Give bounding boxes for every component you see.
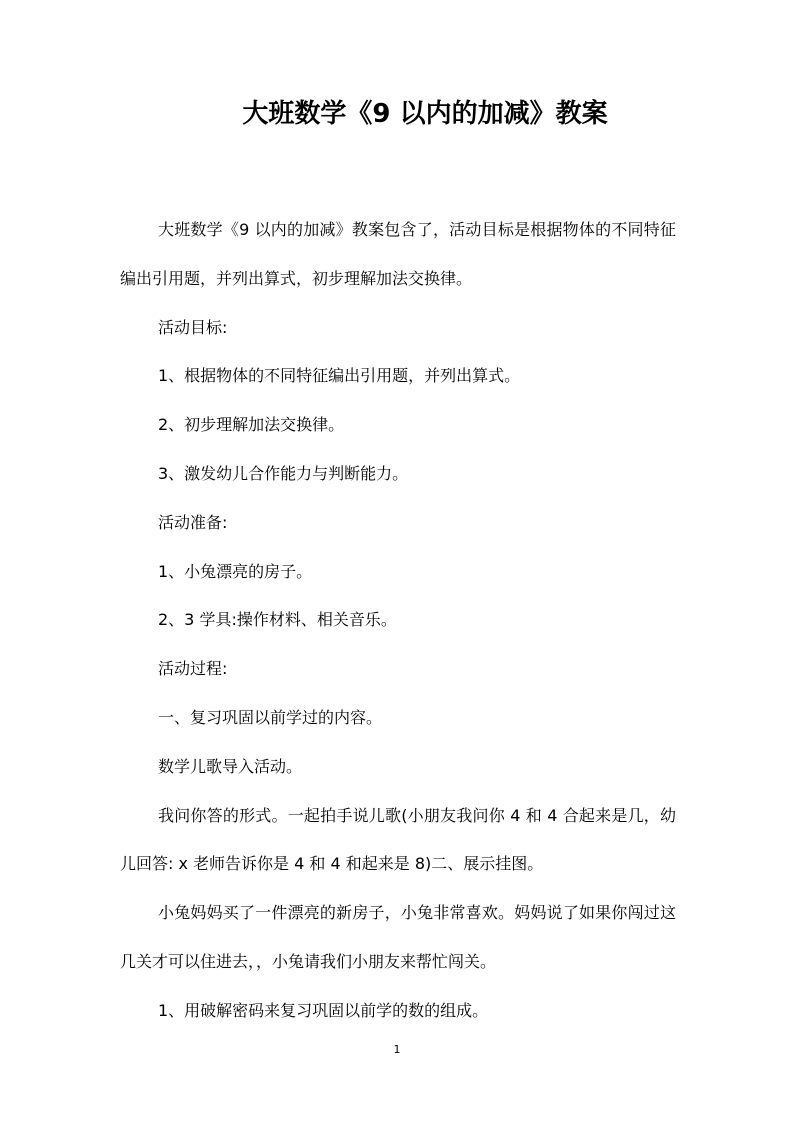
paragraph-rabbit-story: 小兔妈妈买了一件漂亮的新房子，小兔非常喜欢。妈妈说了如果你闯过这几关才可以住进去，，小兔请我们小朋友来帮忙闯关。 bbox=[120, 903, 676, 971]
goal-item-2: 2、初步理解加法交换律。 bbox=[158, 415, 345, 435]
heading-preparation: 活动准备: bbox=[158, 512, 228, 532]
heading-process: 活动过程: bbox=[158, 659, 228, 679]
goal-item-1: 1、根据物体的不同特征编出引用题，并列出算式。 bbox=[158, 366, 521, 386]
goal-item-3: 3、激发幼儿合作能力与判断能力。 bbox=[158, 463, 409, 483]
paragraph-song-intro: 数学儿歌导入活动。 bbox=[158, 756, 303, 776]
paragraph-intro: 大班数学《9 以内的加减》教案包含了，活动目标是根据物体的不同特征编出引用题，并列出算式，初步理解加法交换律。 bbox=[120, 220, 676, 288]
paragraph-qa-form: 我问你答的形式。一起拍手说儿歌(小朋友我问你 4 和 4 合起来是几，幼儿回答: x 老师告诉你是 4 和 4 和起来是 8)二、展示挂图。 bbox=[120, 805, 676, 874]
heading-goals: 活动目标: bbox=[158, 317, 228, 337]
paragraph-password-step: 1、用破解密码来复习巩固以前学的数的组成。 bbox=[158, 1000, 489, 1020]
preparation-item-1: 1、小兔漂亮的房子。 bbox=[158, 561, 313, 581]
page-number: 1 bbox=[393, 1043, 401, 1056]
document-title: 大班数学《9 以内的加减》教案 bbox=[242, 99, 608, 129]
preparation-item-2: 2、3 学具:操作材料、相关音乐。 bbox=[158, 610, 397, 630]
process-step-1: 一、复习巩固以前学过的内容。 bbox=[158, 707, 383, 727]
document-body bbox=[120, 206, 676, 1036]
